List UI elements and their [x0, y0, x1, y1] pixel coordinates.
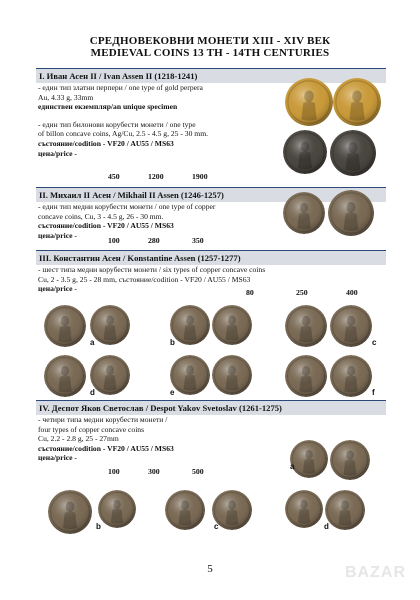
section-line: Cu, 2 - 3.5 g, 25 - 28 mm, състояние/codition - VF20 / AU55 / MS63: [38, 274, 251, 284]
coin-photo: [285, 490, 323, 528]
coin-photo: [98, 490, 136, 528]
coin-photo: [330, 305, 372, 347]
price-ms: 400: [346, 288, 358, 297]
price-ms: 1900: [192, 172, 208, 181]
coin-photo: [212, 305, 252, 345]
section-heading: III. Константин Асен / Konstantine Assen (1257-1277): [36, 250, 386, 265]
coin-photo: [285, 78, 333, 126]
section-line: - четири типа медни корубести монети /: [38, 415, 168, 424]
price-label: цена/price -: [38, 148, 77, 158]
coin-photo: [330, 355, 372, 397]
section-line: състояние/codition - VF20 / AU55 / MS63: [38, 221, 174, 231]
coin-photo: [170, 305, 210, 345]
price-au: 1200: [148, 172, 164, 181]
coin-variant-label: e: [170, 388, 175, 397]
section-konstantine-assen: [36, 250, 386, 294]
coin-variant-label: c: [372, 338, 377, 347]
section-line: - един тип билонови корубести монети / one type: [38, 119, 196, 129]
coin-variant-label: b: [96, 522, 101, 531]
watermark-logo: BAZAR: [345, 564, 406, 581]
price-ms: 500: [192, 467, 204, 476]
coin-photo: [328, 190, 374, 236]
price-ms: 350: [192, 236, 204, 245]
coin-photo: [212, 355, 252, 395]
price-au: 300: [148, 467, 160, 476]
section-line: състояние/codition - VF20 / AU55 / MS63: [38, 138, 174, 148]
coin-variant-label: f: [372, 388, 375, 397]
coin-photo: [333, 78, 381, 126]
coin-photo: [325, 490, 365, 530]
price-vf: 100: [108, 236, 120, 245]
section-line: four types of copper concave coins: [38, 424, 145, 434]
section-line: състояние/codition - VF20 / AU55 / MS63: [38, 443, 174, 453]
coin-variant-label: c: [214, 522, 219, 531]
coin-photo: [44, 355, 86, 397]
coin-photo: [330, 440, 370, 480]
coin-variant-label: a: [290, 462, 295, 471]
coin-variant-label: b: [170, 338, 175, 347]
coin-photo: [285, 355, 327, 397]
coin-photo: [283, 130, 327, 174]
section-heading: I. Иван Асен II / Ivan Assen II (1218-1241): [36, 68, 386, 83]
coin-photo: [165, 490, 205, 530]
section-line: of billon concave coins, Ag/Cu, 2.5 - 4.5 g, 25 - 30 mm.: [38, 129, 208, 139]
coin-photo: [44, 305, 86, 347]
coin-photo: [90, 355, 130, 395]
coin-photo: [283, 192, 325, 234]
price-label: цена/price -: [38, 284, 77, 294]
coin-photo: [290, 440, 328, 478]
coin-photo: [90, 305, 130, 345]
price-au: 250: [296, 288, 308, 297]
coin-photo: [330, 130, 376, 176]
section-line: - един тип медни корубести монети / one type of copper: [38, 202, 216, 211]
coin-variant-label: a: [90, 338, 95, 347]
section-line: единствен екземпляр/an unique specimen: [38, 102, 178, 112]
coin-photo: [285, 305, 327, 347]
page-title-en: MEDIEVAL COINS 13 TH - 14TH CENTURIES: [90, 47, 330, 59]
section-line: Au, 4.33 g, 33mm: [38, 92, 94, 102]
price-label: цена/price -: [38, 230, 77, 240]
coin-variant-label: d: [90, 388, 95, 397]
price-label: цена/price -: [38, 453, 77, 463]
price-vf: 450: [108, 172, 120, 181]
section-line: concave coins, Cu, 3 - 4.5 g, 26 - 30 mm.: [38, 211, 164, 221]
coin-photo: [48, 490, 92, 534]
price-vf: 80: [246, 288, 254, 297]
price-vf: 100: [108, 467, 120, 476]
coin-variant-label: d: [324, 522, 329, 531]
section-line: - един тип златни перпери / one type of gold perpera: [38, 83, 203, 92]
page-title-bg: СРЕДНОВЕКОВНИ МОНЕТИ XIII - XIV ВЕК: [89, 35, 331, 47]
section-heading: IV. Деспот Яков Светослав / Despot Yakov Svetoslav (1261-1275): [36, 400, 386, 415]
section-heading: II. Михаил II Асен / Mikhail II Assen (1246-1257): [36, 187, 386, 202]
page-number: 5: [207, 563, 213, 575]
coin-photo: [170, 355, 210, 395]
section-line: Cu, 2.2 - 2.8 g, 25 - 27mm: [38, 434, 119, 444]
price-au: 280: [148, 236, 160, 245]
section-line: - шест типа медни корубести монети / six types of copper concave coins: [38, 265, 266, 274]
